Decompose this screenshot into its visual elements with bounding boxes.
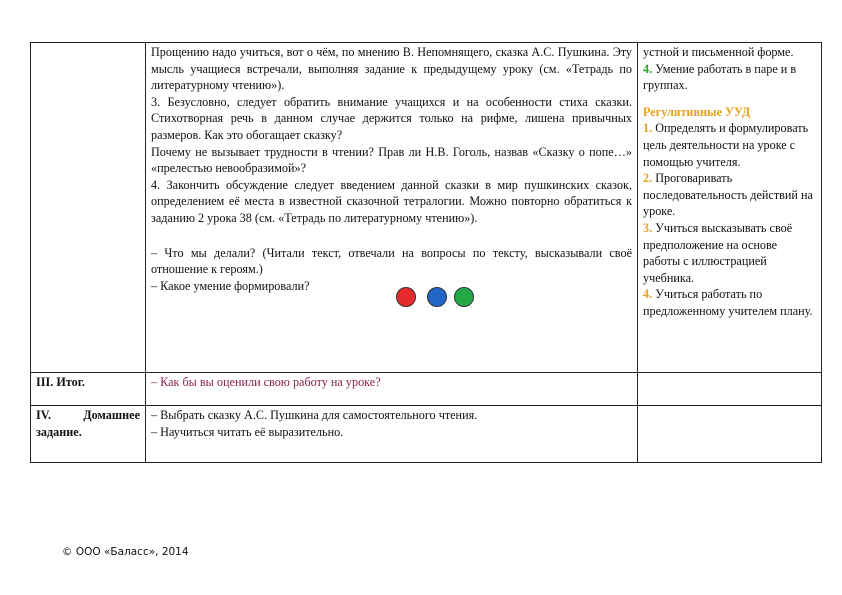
homework-line: – Научиться читать её выразительно. bbox=[151, 424, 344, 439]
uud-item-text: Умение работать в паре и в группах. bbox=[643, 61, 797, 93]
lesson-table bbox=[30, 42, 822, 463]
uud-item bbox=[643, 120, 816, 170]
uud-item-text: Проговаривать последовательность действий на уроке. bbox=[643, 171, 813, 219]
uud-item-text: Определять и формулировать цель деятельности на уроке с помощью учителя. bbox=[643, 121, 809, 169]
copyright-footer: © ООО «Баласс», 2014 bbox=[62, 546, 189, 558]
uud-section-title: Регулятивные УУД bbox=[643, 104, 751, 119]
uud-item-text: Учиться высказывать своё предположение на основе работы с иллюстрацией учебника. bbox=[643, 220, 793, 285]
stage-cell bbox=[31, 406, 146, 463]
content-cell bbox=[146, 373, 638, 406]
stage-label-line bbox=[36, 407, 140, 424]
red-circle-icon bbox=[396, 287, 416, 307]
stage-word: задание. bbox=[36, 424, 82, 439]
stage-number: IV. bbox=[36, 408, 52, 422]
stage-cell bbox=[31, 373, 146, 406]
uud-line: устной и письменной форме. bbox=[643, 45, 794, 59]
content-paragraph: 3. Безусловно, следует обратить внимание учащихся и на особенности стиха сказки. Стихотворная речь в данном случае держится только на рифме, лишена привычных размеров. Как это обогащает сказку? bbox=[151, 94, 632, 142]
uud-item bbox=[643, 220, 816, 286]
uud-item bbox=[643, 286, 816, 319]
content-paragraph: 4. Закончить обсуждение следует введением данной сказки в мир пушкинских сказок, определением её места в известной сказочной тетралогии. Можно повторно обратиться к заданию 2 урока 38 (см. «Тетрадь по литературному чтению»). bbox=[151, 177, 632, 225]
stage-word: Домашнее bbox=[83, 408, 140, 422]
uud-item-number: 2. bbox=[643, 171, 653, 186]
uud-item bbox=[643, 170, 816, 220]
homework-line: – Выбрать сказку А.С. Пушкина для самостоятельного чтения. bbox=[151, 408, 478, 422]
uud-cell bbox=[638, 43, 822, 373]
content-cell bbox=[146, 406, 638, 463]
table-row bbox=[31, 406, 822, 463]
content-paragraph: – Какое умение формировали? bbox=[151, 278, 310, 293]
content-paragraph: Прощению надо учиться, вот о чём, по мнению В. Непомнящего, сказка А.С. Пушкина. Эту мысль учащиеся встречали, выполняя задание к предыдущему уроку (см. «Тетрадь по литературному чтению»). bbox=[151, 45, 632, 93]
uud-item-text: Учиться работать по предложенному учителем плану. bbox=[643, 287, 813, 318]
uud-item bbox=[643, 61, 816, 94]
uud-item-number: 1. bbox=[643, 121, 653, 136]
uud-cell-empty bbox=[638, 373, 822, 406]
uud-item-number: 4. bbox=[643, 287, 653, 302]
content-paragraph: Почему не вызывает трудности в чтении? Прав ли Н.В. Гоголь, назвав «Сказку о попе…» «прелестью невообразимой»? bbox=[151, 144, 632, 176]
blue-circle-icon bbox=[427, 287, 447, 307]
content-paragraph: – Что мы делали? (Читали текст, отвечали на вопросы по тексту, высказывали своё отношение к героям.) bbox=[151, 245, 632, 277]
stage-cell-empty bbox=[31, 43, 146, 373]
summary-question: – Как бы вы оценили свою работу на уроке? bbox=[151, 375, 381, 389]
uud-item-number: 3. bbox=[643, 220, 653, 235]
stage-label: III. Итог. bbox=[36, 375, 85, 389]
green-circle-icon bbox=[454, 287, 474, 307]
content-cell bbox=[146, 43, 638, 373]
table-row bbox=[31, 43, 822, 373]
uud-item-number: 4. bbox=[643, 61, 653, 76]
uud-cell-empty bbox=[638, 406, 822, 463]
table-row bbox=[31, 373, 822, 406]
